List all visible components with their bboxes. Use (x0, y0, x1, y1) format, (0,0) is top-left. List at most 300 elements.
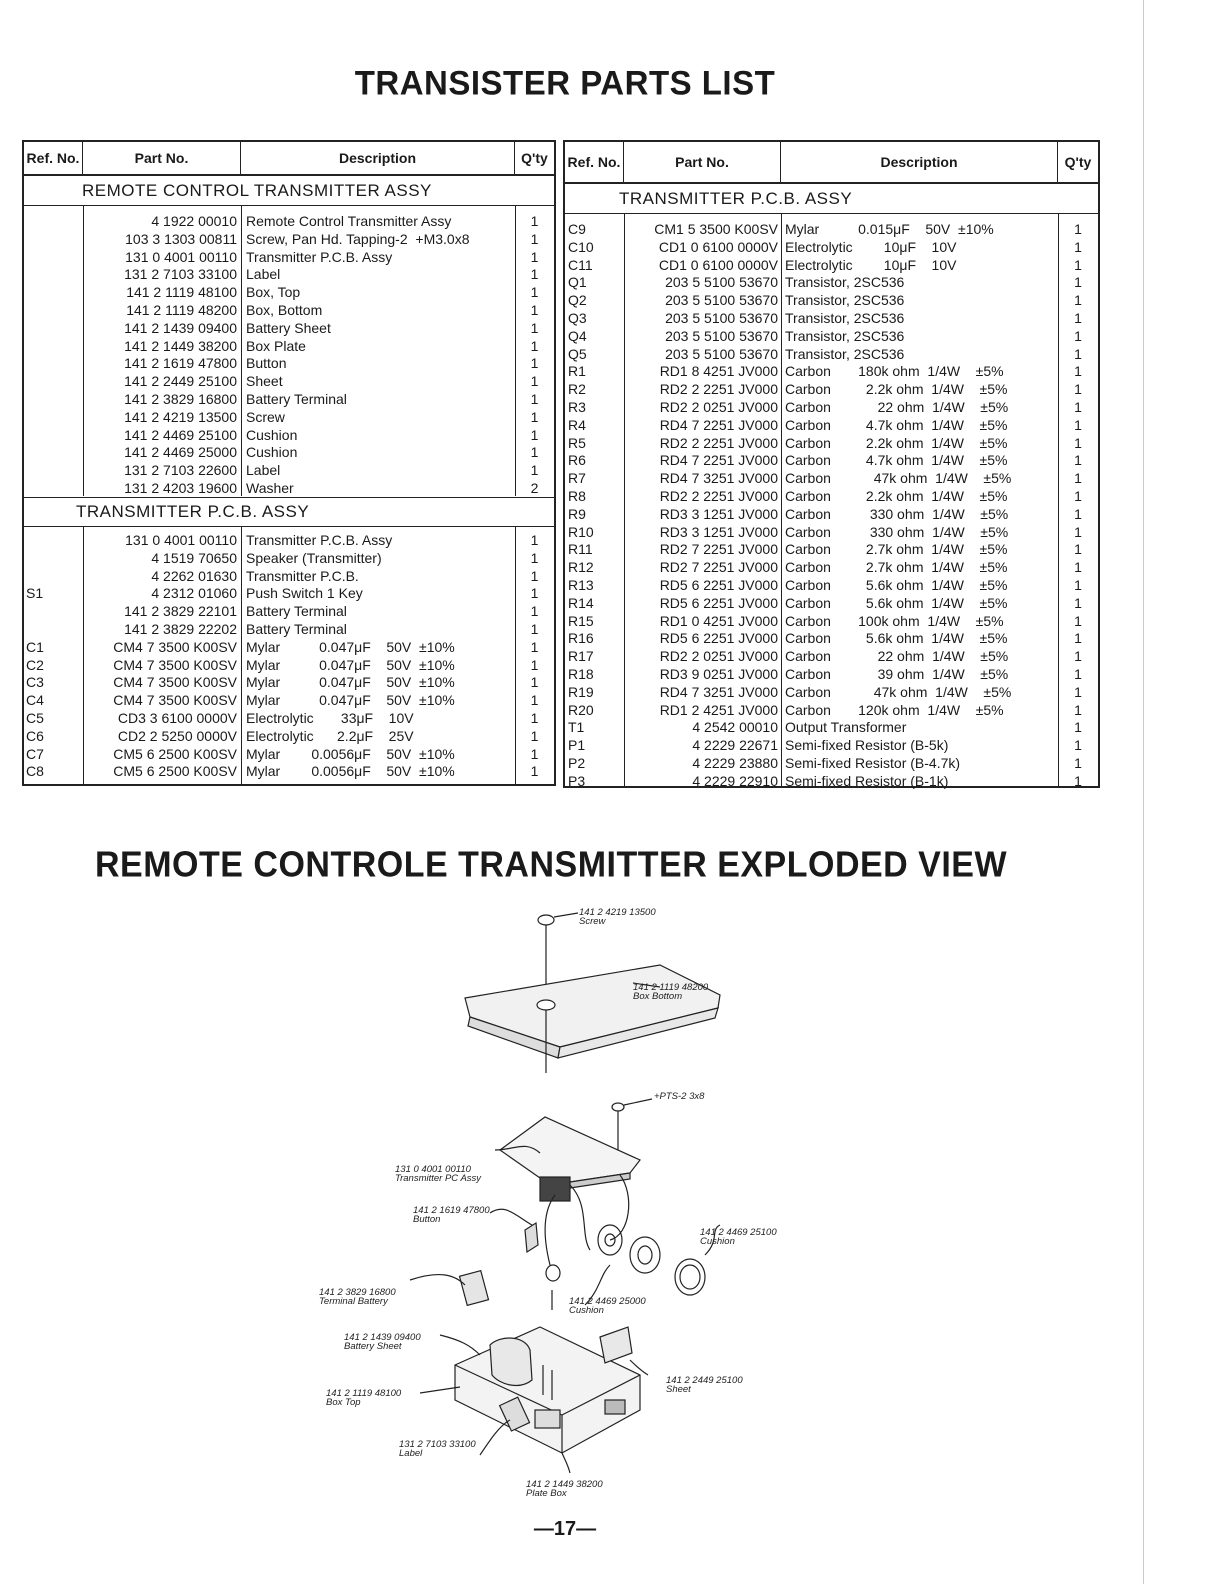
qty-cell: 1 (530, 549, 539, 566)
table-row (565, 702, 1098, 720)
qty-cell: 1 (1074, 541, 1082, 558)
description-cell: Electrolytic 10μF 10V (785, 256, 957, 273)
qty-cell: 1 (1074, 719, 1082, 736)
exploded-view-diagram (300, 895, 820, 1505)
ref-cell: R7 (568, 470, 586, 487)
header-part: Part No. (624, 142, 781, 182)
ref-cell: R14 (568, 594, 594, 611)
part-no-cell: 4 2229 22910 (692, 772, 778, 789)
part-no-cell: RD4 7 2251 JV000 (659, 452, 778, 469)
table-row (565, 346, 1098, 364)
description-cell: Box, Bottom (246, 302, 323, 318)
qty-cell: 1 (530, 532, 539, 548)
qty-cell: 1 (530, 302, 539, 318)
qty-cell: 1 (1074, 666, 1082, 682)
qty-cell: 1 (530, 621, 539, 637)
terminal-part (459, 1271, 488, 1306)
description-cell: Mylar 0.047μF 50V ±10% (246, 674, 455, 691)
label-battery-sheet: 141 2 1439 09400 Battery Sheet (344, 1332, 421, 1352)
description-cell: Carbon 4.7k ohm 1/4W ±5% (785, 452, 1008, 469)
table-row (565, 577, 1098, 595)
description-cell: Carbon 180k ohm 1/4W ±5% (785, 363, 1004, 380)
qty-cell: 1 (1074, 772, 1082, 789)
parts-list-title: TRANSISTER PARTS LIST (354, 63, 776, 102)
qty-cell: 1 (1074, 505, 1082, 522)
part-no-cell: 141 2 1619 47800 (124, 355, 237, 372)
table-row (24, 621, 554, 639)
part-no-cell: 203 5 5100 53670 (665, 327, 778, 344)
part-no-cell: CM4 7 3500 K00SV (113, 692, 237, 709)
button-part (525, 1223, 538, 1252)
table-row (565, 506, 1098, 524)
description-cell: Transmitter P.C.B. Assy (246, 532, 393, 548)
qty-cell: 1 (530, 674, 539, 691)
description-cell: Screw, Pan Hd. Tapping-2 +M3.0x8 (246, 230, 470, 247)
description-cell: Mylar 0.047μF 50V ±10% (246, 638, 455, 655)
part-no-cell: 203 5 5100 53670 (665, 345, 778, 362)
ref-cell: C4 (26, 692, 44, 709)
table-row (24, 266, 554, 284)
table-row (24, 231, 554, 249)
table-row (24, 355, 554, 373)
part-no-cell: CM5 6 2500 K00SV (113, 763, 237, 780)
qty-cell: 1 (530, 408, 539, 425)
description-cell: Carbon 330 ohm 1/4W ±5% (785, 505, 1009, 522)
part-no-cell: RD2 7 2251 JV000 (659, 559, 778, 576)
table-row (565, 684, 1098, 702)
part-no-cell: RD3 3 1251 JV000 (659, 523, 778, 540)
part-no-cell: 131 0 4001 00110 (125, 532, 237, 548)
table-row (24, 338, 554, 356)
label-plate-box: 141 2 1449 38200 Plate Box (526, 1479, 603, 1499)
table-row (24, 746, 554, 764)
part-no-cell: CM4 7 3500 K00SV (113, 656, 237, 673)
description-cell: Transistor, 2SC536 (785, 292, 905, 309)
qty-cell: 1 (530, 462, 539, 479)
qty-cell: 1 (530, 710, 539, 726)
qty-cell: 1 (1074, 256, 1082, 273)
part-no-cell: RD2 2 0251 JV000 (659, 648, 778, 665)
label-label: 131 2 7103 33100 Label (399, 1439, 476, 1459)
header-part: Part No. (83, 142, 241, 174)
description-cell: Label (246, 266, 281, 283)
part-no-cell: 4 2312 01060 (151, 585, 237, 602)
table-row (24, 462, 554, 480)
qty-cell: 1 (1074, 434, 1082, 451)
qty-cell: 1 (1074, 327, 1082, 344)
label-cushion-2: 141 2 4469 25000 Cushion (569, 1296, 646, 1316)
description-cell: Carbon 5.6k ohm 1/4W ±5% (785, 630, 1008, 647)
header-ref: Ref. No. (565, 142, 624, 182)
qty-cell: 1 (530, 444, 539, 461)
table-row (24, 585, 554, 603)
description-cell: Box, Top (246, 284, 301, 301)
table-row (565, 292, 1098, 310)
table-row (24, 639, 554, 657)
part-no-cell: 141 2 4469 25000 (124, 444, 237, 461)
ref-cell: P2 (568, 755, 586, 771)
description-cell: Carbon 22 ohm 1/4W ±5% (785, 648, 1009, 665)
table-row (565, 719, 1098, 737)
page-number: —17— (533, 1518, 597, 1540)
description-cell: Transmitter P.C.B. (246, 567, 359, 584)
description-cell: Carbon 330 ohm 1/4W ±5% (785, 523, 1009, 540)
part-no-cell: CD1 0 6100 0000V (658, 238, 778, 255)
description-cell: Mylar 0.015μF 50V ±10% (785, 221, 994, 237)
table-row (24, 320, 554, 338)
table-row (24, 728, 554, 746)
description-cell: Screw (246, 408, 285, 425)
qty-cell: 1 (530, 355, 539, 372)
ref-cell: R5 (568, 434, 586, 451)
part-no-cell: 131 2 7103 33100 (124, 266, 237, 283)
part-no-cell: 4 2229 23880 (692, 755, 778, 771)
qty-cell: 1 (1074, 577, 1082, 593)
table-row (565, 257, 1098, 275)
description-cell: Carbon 2.2k ohm 1/4W ±5% (785, 434, 1008, 451)
ref-cell: C1 (26, 638, 44, 655)
description-cell: Transmitter P.C.B. Assy (246, 248, 393, 265)
table-row (565, 488, 1098, 506)
ref-cell: R2 (568, 381, 586, 398)
table-row (24, 480, 554, 498)
qty-cell: 1 (530, 391, 539, 407)
qty-cell: 1 (530, 426, 539, 443)
table-row (565, 310, 1098, 328)
part-no-cell: CD2 2 5250 0000V (117, 727, 237, 744)
qty-cell: 1 (1074, 221, 1082, 237)
ref-cell: R18 (568, 666, 594, 682)
section-title: TRANSMITTER P.C.B. ASSY (565, 184, 1098, 214)
table-row (565, 239, 1098, 257)
ref-cell: C2 (26, 656, 44, 673)
qty-cell: 1 (530, 248, 539, 265)
qty-cell: 1 (1074, 416, 1082, 433)
part-no-cell: CM5 6 2500 K00SV (113, 745, 237, 762)
table-row (565, 737, 1098, 755)
description-cell: Battery Sheet (246, 319, 331, 336)
part-no-cell: 141 2 1449 38200 (124, 337, 237, 354)
ref-cell: R16 (568, 630, 594, 647)
ref-cell: C8 (26, 763, 44, 780)
description-cell: Semi-fixed Resistor (B-5k) (785, 737, 949, 754)
description-cell: Carbon 120k ohm 1/4W ±5% (785, 701, 1004, 718)
table-row (24, 532, 554, 550)
description-cell: Battery Terminal (246, 621, 347, 637)
description-cell: Washer (246, 480, 294, 496)
table-row (565, 221, 1098, 239)
description-cell: Carbon 2.2k ohm 1/4W ±5% (785, 381, 1008, 398)
table-row (565, 648, 1098, 666)
part-no-cell: 131 0 4001 00110 (125, 248, 237, 265)
description-cell: Electrolytic 10μF 10V (785, 238, 957, 255)
qty-cell: 1 (1074, 238, 1082, 255)
part-no-cell: RD2 2 2251 JV000 (659, 488, 778, 504)
part-no-cell: RD1 2 4251 JV000 (659, 701, 778, 718)
table-row (565, 274, 1098, 292)
part-no-cell: RD4 7 2251 JV000 (659, 416, 778, 433)
table-row (24, 568, 554, 586)
ref-cell: R4 (568, 416, 586, 433)
description-cell: Electrolytic 2.2μF 25V (246, 727, 414, 744)
table-row (565, 470, 1098, 488)
part-no-cell: 203 5 5100 53670 (665, 310, 778, 326)
ref-cell: R11 (568, 541, 593, 558)
label-box-top: 141 2 1119 48100 Box Top (326, 1388, 402, 1408)
description-cell: Mylar 0.0056μF 50V ±10% (246, 763, 455, 780)
qty-cell: 1 (530, 337, 539, 354)
part-no-cell: RD3 3 1251 JV000 (659, 505, 778, 522)
part-no-cell: 4 1519 70650 (151, 549, 237, 566)
part-no-cell: RD3 9 0251 JV000 (659, 666, 778, 682)
ref-cell: Q2 (568, 292, 587, 309)
table-row (565, 381, 1098, 399)
table-row (565, 541, 1098, 559)
table-row (565, 630, 1098, 648)
parts-table-left (22, 140, 556, 786)
part-no-cell: 141 2 3829 22101 (124, 603, 237, 620)
description-cell: Transistor, 2SC536 (785, 310, 905, 326)
qty-cell: 1 (530, 266, 539, 283)
table-header (24, 142, 554, 176)
ref-cell: R8 (568, 488, 586, 504)
ref-cell: Q3 (568, 310, 587, 326)
table-row (565, 559, 1098, 577)
qty-cell: 1 (530, 745, 539, 762)
description-cell: Speaker (Transmitter) (246, 549, 382, 566)
description-cell: Carbon 4.7k ohm 1/4W ±5% (785, 416, 1008, 433)
description-cell: Cushion (246, 426, 298, 443)
ref-cell: P3 (568, 772, 586, 789)
ref-cell: C11 (568, 256, 593, 273)
qty-cell: 1 (1074, 452, 1082, 469)
qty-cell: 1 (1074, 470, 1082, 487)
section-title: REMOTE CONTROL TRANSMITTER ASSY (24, 176, 554, 206)
label-screw: 141 2 4219 13500 Screw (579, 907, 656, 927)
qty-cell: 1 (1074, 630, 1082, 647)
qty-cell: 1 (530, 230, 539, 247)
sheet-part (600, 1327, 632, 1363)
qty-cell: 1 (1074, 310, 1082, 326)
part-no-cell: 4 2262 01630 (151, 567, 237, 584)
part-no-cell: 131 2 7103 22600 (124, 462, 237, 479)
ref-cell: Q5 (568, 345, 587, 362)
header-desc: Description (241, 142, 515, 174)
ref-cell: C10 (568, 238, 594, 255)
description-cell: Transistor, 2SC536 (785, 274, 905, 291)
label-box-bottom: 141 2 1119 48200 Box Bottom (633, 982, 709, 1002)
table-row (565, 452, 1098, 470)
label-pts-screw: +PTS-2 3x8 (654, 1091, 705, 1102)
qty-cell: 1 (1074, 594, 1082, 611)
table-row (24, 373, 554, 391)
description-cell: Carbon 47k ohm 1/4W ±5% (785, 683, 1012, 700)
ref-cell: R3 (568, 399, 586, 415)
table-row (24, 692, 554, 710)
qty-cell: 1 (1074, 701, 1082, 718)
description-cell: Carbon 39 ohm 1/4W ±5% (785, 666, 1009, 682)
parts-table-right (563, 140, 1100, 788)
table-header (565, 142, 1098, 184)
table-row (24, 603, 554, 621)
label-pcb-assy: 131 0 4001 00110 Transmitter PC Assy (395, 1164, 482, 1184)
page-margin-line (1143, 0, 1144, 1584)
part-no-cell: CM1 5 3500 K00SV (654, 221, 778, 237)
table-row (24, 710, 554, 728)
ref-cell: C5 (26, 710, 44, 726)
part-no-cell: 141 2 3829 22202 (124, 621, 237, 637)
ref-cell: P1 (568, 737, 586, 754)
table-row (24, 249, 554, 267)
table-row (24, 674, 554, 692)
table-row (565, 613, 1098, 631)
ref-cell: R20 (568, 701, 594, 718)
pcb-component (540, 1177, 570, 1201)
table-row (565, 755, 1098, 773)
part-no-cell: 141 2 4219 13500 (124, 408, 237, 425)
qty-cell: 1 (530, 567, 539, 584)
description-cell: Button (246, 355, 287, 372)
description-cell: Carbon 47k ohm 1/4W ±5% (785, 470, 1012, 487)
table-row (565, 773, 1098, 791)
header-ref: Ref. No. (24, 142, 83, 174)
description-cell: Mylar 0.0056μF 50V ±10% (246, 745, 455, 762)
description-cell: Transistor, 2SC536 (785, 345, 905, 362)
qty-cell: 1 (530, 585, 539, 602)
header-desc: Description (781, 142, 1058, 182)
ref-cell: Q4 (568, 327, 587, 344)
description-cell: Box Plate (246, 337, 306, 354)
ref-cell: C6 (26, 727, 44, 744)
part-no-cell: RD1 8 4251 JV000 (659, 363, 778, 380)
part-no-cell: CD3 3 6100 0000V (117, 710, 237, 726)
part-no-cell: RD1 0 4251 JV000 (659, 612, 778, 629)
qty-cell: 1 (530, 727, 539, 744)
description-cell: Label (246, 462, 281, 479)
table-row (24, 391, 554, 409)
qty-cell: 1 (1074, 345, 1082, 362)
table-row (24, 284, 554, 302)
qty-cell: 1 (1074, 274, 1082, 291)
part-no-cell: 131 2 4203 19600 (124, 480, 237, 496)
table-row (24, 427, 554, 445)
description-cell: Semi-fixed Resistor (B-4.7k) (785, 755, 961, 771)
part-no-cell: 141 2 1119 48100 (126, 284, 237, 301)
table-row (24, 444, 554, 462)
part-no-cell: RD5 6 2251 JV000 (659, 630, 778, 647)
ref-cell: S1 (26, 585, 44, 602)
qty-cell: 1 (1074, 683, 1082, 700)
description-cell: Carbon 100k ohm 1/4W ±5% (785, 612, 1004, 629)
table-row (24, 302, 554, 320)
part-no-cell: 4 1922 00010 (151, 213, 237, 229)
qty-cell: 1 (1074, 399, 1082, 415)
ref-cell: R6 (568, 452, 586, 469)
qty-cell: 1 (1074, 381, 1082, 398)
qty-cell: 1 (530, 213, 539, 229)
ref-cell: R12 (568, 559, 594, 576)
part-no-cell: RD4 7 3251 JV000 (659, 470, 778, 487)
ref-cell: R13 (568, 577, 594, 593)
ref-cell: C3 (26, 674, 44, 691)
qty-cell: 1 (1074, 559, 1082, 576)
qty-cell: 1 (530, 373, 539, 390)
ref-cell: R17 (568, 648, 594, 665)
table-row (565, 399, 1098, 417)
part-no-cell: CM4 7 3500 K00SV (113, 638, 237, 655)
description-cell: Cushion (246, 444, 298, 461)
part-no-cell: RD5 6 2251 JV000 (659, 594, 778, 611)
part-no-cell: 141 2 4469 25100 (124, 426, 237, 443)
qty-cell: 1 (530, 603, 539, 620)
part-no-cell: RD2 2 2251 JV000 (659, 434, 778, 451)
description-cell: Battery Terminal (246, 603, 347, 620)
table-row (565, 524, 1098, 542)
description-cell: Transistor, 2SC536 (785, 327, 905, 344)
description-cell: Semi-fixed Resistor (B-1k) (785, 772, 949, 789)
description-cell: Electrolytic 33μF 10V (246, 710, 414, 726)
screw-head (538, 915, 554, 925)
description-cell: Output Transformer (785, 719, 907, 736)
table-row (24, 213, 554, 231)
description-cell: Sheet (246, 373, 283, 390)
qty-cell: 1 (530, 319, 539, 336)
part-no-cell: RD2 7 2251 JV000 (659, 541, 778, 558)
header-qty: Q'ty (521, 150, 548, 166)
part-no-cell: 141 2 1439 09400 (124, 319, 237, 336)
exploded-drawing (300, 895, 820, 1505)
table-row (565, 363, 1098, 381)
label-button: 141 2 1619 47800 Button (413, 1205, 490, 1225)
qty-cell: 1 (1074, 612, 1082, 629)
table-row (565, 435, 1098, 453)
table-row (24, 409, 554, 427)
description-cell: Carbon 5.6k ohm 1/4W ±5% (785, 594, 1008, 611)
ref-cell: R10 (568, 523, 594, 540)
qty-cell: 1 (530, 284, 539, 301)
qty-cell: 1 (1074, 292, 1082, 309)
qty-cell: 2 (530, 480, 539, 496)
part-no-cell: 4 2542 00010 (692, 719, 778, 736)
label-terminal-battery: 141 2 3829 16800 Terminal Battery (319, 1287, 396, 1307)
part-no-cell: RD5 6 2251 JV000 (659, 577, 778, 593)
description-cell: Battery Terminal (246, 391, 347, 407)
ref-cell: R19 (568, 683, 594, 700)
part-no-cell: 141 2 1119 48200 (126, 302, 237, 318)
section-title: TRANSMITTER P.C.B. ASSY (24, 497, 554, 527)
description-cell: Carbon 2.2k ohm 1/4W ±5% (785, 488, 1008, 504)
qty-cell: 1 (530, 692, 539, 709)
part-no-cell: 141 2 2449 25100 (124, 373, 237, 390)
exploded-view-title: REMOTE CONTROLE TRANSMITTER EXPLODED VIEW (95, 845, 1008, 885)
ref-cell: T1 (568, 719, 585, 736)
label-cushion-1: 141 2 4469 25100 Cushion (700, 1227, 777, 1247)
qty-cell: 1 (1074, 755, 1082, 771)
qty-cell: 1 (1074, 737, 1082, 754)
qty-cell: 1 (530, 638, 539, 655)
table-row (565, 666, 1098, 684)
ref-cell: C9 (568, 221, 586, 237)
qty-cell: 1 (530, 656, 539, 673)
part-no-cell: CM4 7 3500 K00SV (113, 674, 237, 691)
part-no-cell: 4 2229 22671 (692, 737, 778, 754)
label-sheet: 141 2 2449 25100 Sheet (666, 1375, 743, 1395)
qty-cell: 1 (1074, 363, 1082, 380)
description-cell: Remote Control Transmitter Assy (246, 213, 452, 229)
ref-cell: R15 (568, 612, 594, 629)
ref-cell: Q1 (568, 274, 587, 291)
table-row (24, 763, 554, 781)
